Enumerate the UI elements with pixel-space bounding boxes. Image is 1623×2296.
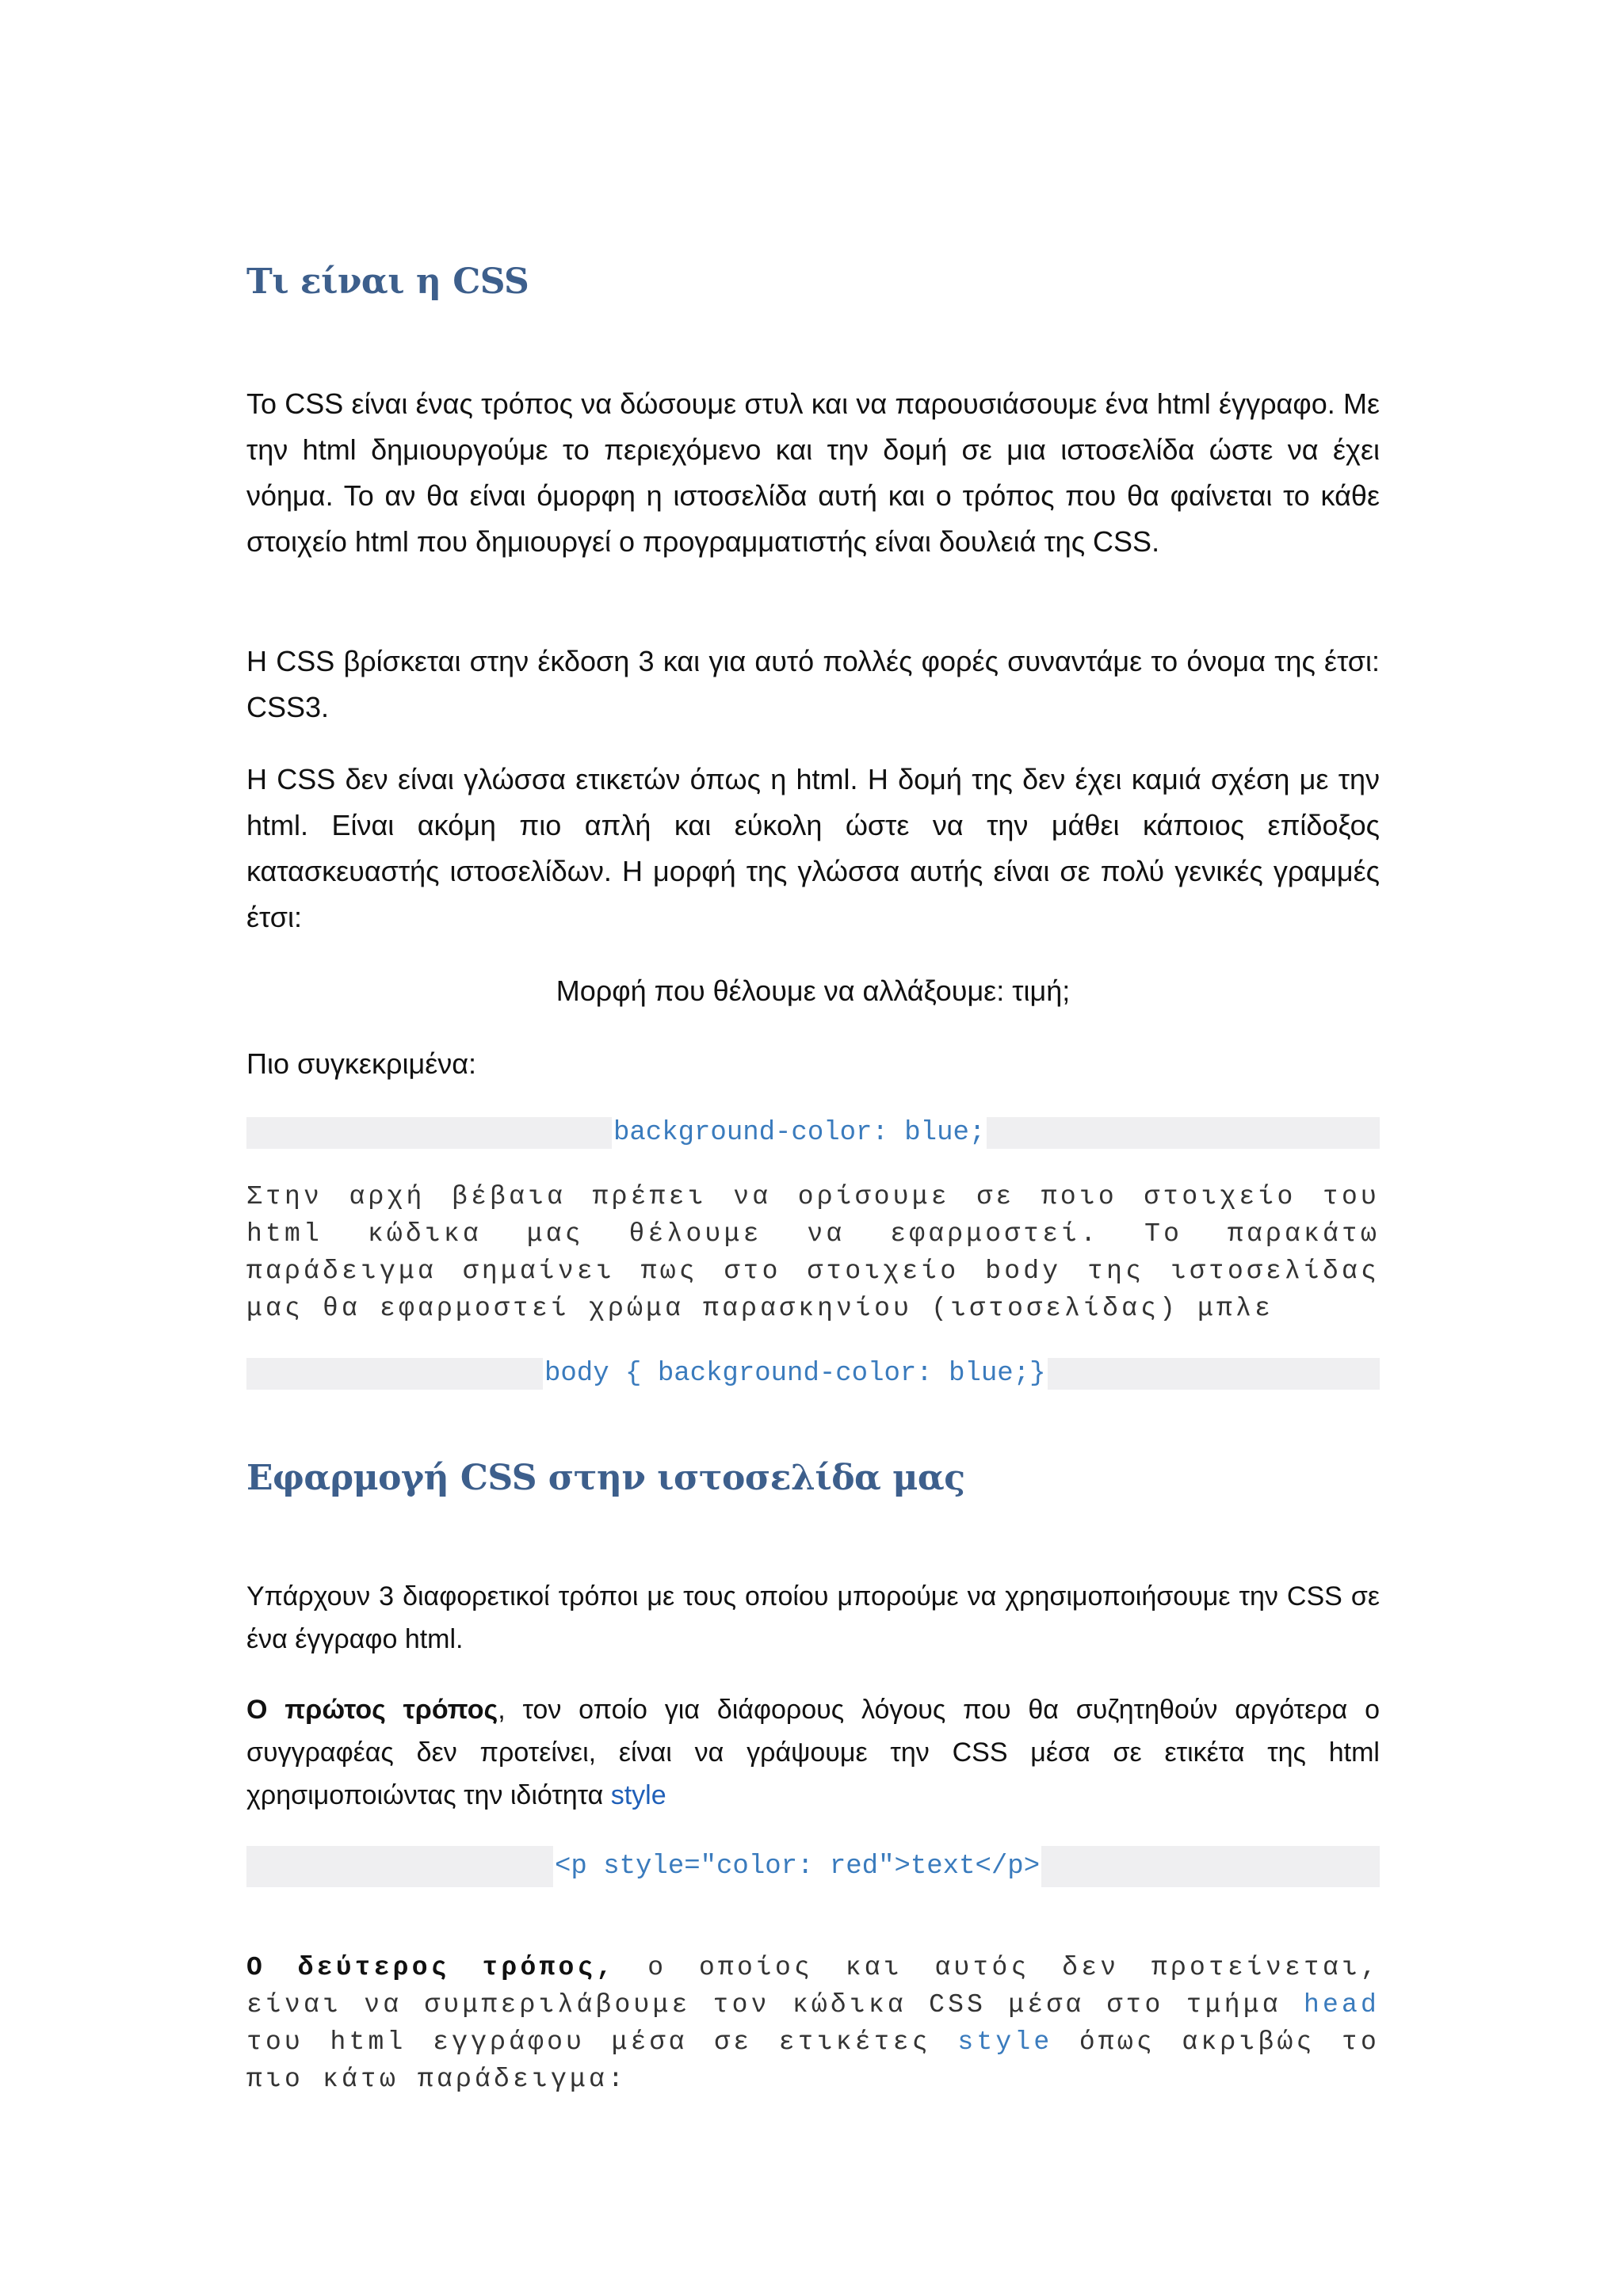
- paragraph-css-version: Η CSS βρίσκεται στην έκδοση 3 και για αυτό πολλές φορές συναντάμε το όνομα της έτσι: CSS3.: [246, 645, 1380, 723]
- heading-what-is-css: Τι είναι η CSS: [246, 261, 529, 302]
- paragraph-element-selection: Στην αρχή βέβαια πρέπει να ορίσουμε σε ποιο στοιχείο του html κώδικα μας θέλουμε να εφαρμοστεί. Το παρακάτω παράδειγμα σημαίνει πως στο στοιχείο body της ιστοσελίδας μας θα εφαρμοστεί χρώμα παρασκηνίου (ιστοσελίδας) μπλε: [246, 1182, 1380, 1323]
- second-way-text-2: του html εγγράφου μέσα σε ετικέτες: [246, 2027, 958, 2057]
- paragraph-first-way: [246, 1688, 1380, 1817]
- head-keyword: head: [1303, 1990, 1380, 2019]
- code-block-1: [246, 1117, 1380, 1149]
- code-block-3: [246, 1846, 1380, 1887]
- style-tag-keyword: style: [957, 2027, 1053, 2057]
- paragraph-css-not-markup: Η CSS δεν είναι γλώσσα ετικετών όπως η html. Η δομή της δεν έχει καμιά σχέση με την html. Είναι ακόμη πιο απλή και εύκολη ώστε να την μάθει κάποιος επίδοξος κατασκευαστής ιστοσελίδων. Η μορφή της γλώσσα αυτής είναι σε πολύ γενικές γραμμές έτσι:: [246, 763, 1380, 933]
- paragraph-intro: Το CSS είναι ένας τρόπος να δώσουμε στυλ και να παρουσιάσουμε ένα html έγγραφο. Με την html δημιουργούμε το περιεχόμενο και την δομή σε μια ιστοσελίδα ώστε να έχει νόημα. Το αν θα είναι όμορφη η ιστοσελίδα αυτή και ο τρόπος που θα φαίνεται το κάθε στοιχείο html που δημιουργεί ο προγραμματιστής είναι δουλειά της CSS.: [246, 387, 1380, 558]
- first-way-text: , τον οποίο για διάφορους λόγους που θα συζητηθούν αργότερα ο συγγραφέας δεν προτείνει, είναι να γράψουμε την CSS μέσα σε ετικέτα της html χρησιμοποιώντας την ιδιότητα: [246, 1695, 1380, 1810]
- paragraph-three-ways: Υπάρχουν 3 διαφορετικοί τρόποι με τους οποίου μπορούμε να χρησιμοποιήσουμε την CSS σε ένα έγγραφο html.: [246, 1581, 1380, 1654]
- second-way-text-3: όπως ακριβώς το πιο κάτω παράδειγμα:: [246, 2027, 1380, 2094]
- code-inline-style: <p style="color: red">text</p>: [553, 1846, 1041, 1887]
- heading-apply-css: Εφαρμογή CSS στην ιστοσελίδα μας: [246, 1458, 965, 1498]
- code-block-2: [246, 1358, 1380, 1390]
- syntax-line: Μορφή που θέλουμε να αλλάξουμε: τιμή;: [556, 974, 1071, 1007]
- second-way-label: Ο δεύτερος τρόπος,: [246, 1953, 616, 1982]
- second-way-text-1: ο οποίος και αυτός δεν προτείνεται, είναι να συμπεριλάβουμε τον κώδικα CSS μέσα στο τμήμα: [246, 1953, 1380, 2019]
- code-background-color: background-color: blue;: [613, 1118, 986, 1148]
- code-body-background: body { background-color: blue;}: [544, 1359, 1046, 1389]
- first-way-label: Ο πρώτος τρόπος: [246, 1695, 498, 1725]
- paragraph-more-specific: Πιο συγκεκριμένα:: [246, 1047, 477, 1080]
- paragraph-second-way: [246, 1949, 1380, 2098]
- style-keyword: style: [610, 1780, 666, 1810]
